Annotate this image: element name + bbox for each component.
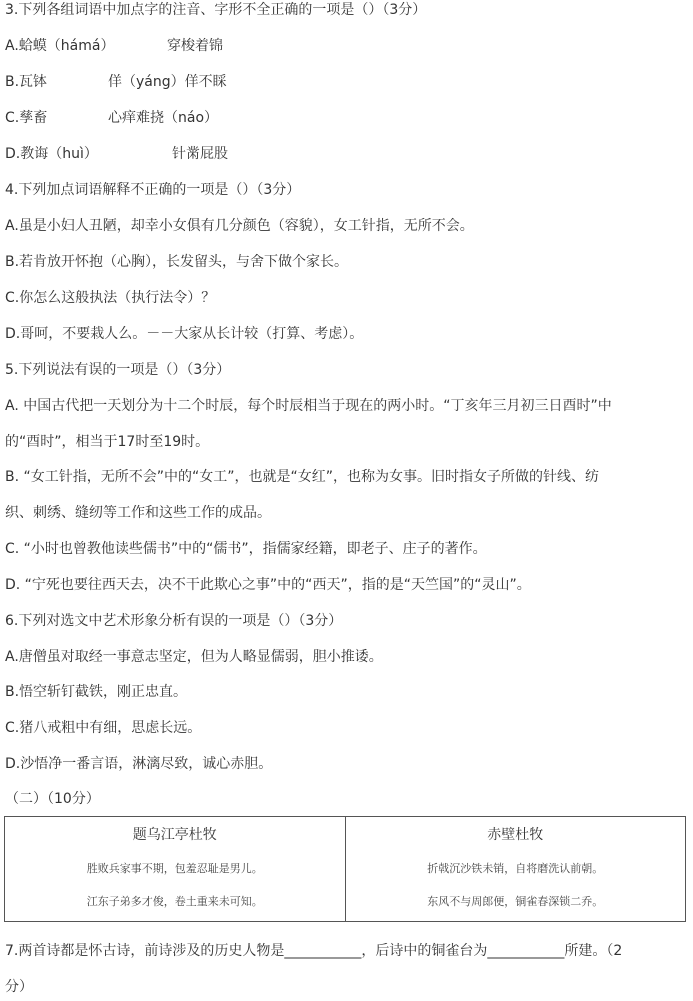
q5-option-c: C. “小时也曾教他读些儒书”中的“儒书”，指儒家经籍，即老子、庄子的著作。 [5,541,487,557]
q6-option-d: D.沙悟净一番言语，淋漓尽致，诚心赤胆。 [5,756,273,772]
q3-option-c [5,108,689,128]
q3-option-a-part2: 穿梭着锦 [167,38,223,54]
poem-1-line-1: 胜败兵家事不期，包羞忍耻是男儿。 [86,862,263,875]
poem-2-title: 赤壁杜牧 [487,827,544,843]
q3-option-c-part2: 心痒难挠（náo） [108,110,219,126]
q7-line-2: 分） [5,979,33,995]
q3-option-d-part2: 针黹屁股 [172,146,228,162]
q3-option-a-part1: A.蛤蟆（hámá） [5,38,115,54]
q5-option-d: D. “宁死也要往西天去，决不干此欺心之事”中的“西天”，指的是“天竺国”的“灵山”。 [5,577,531,593]
q5-option-a-line1: A. 中国古代把一天划分为十二个时辰，每个时辰相当于现在的两小时。“丁亥年三月初三日酉时”中 [5,398,612,414]
section-heading: （二）（10分） [5,791,100,807]
q6-option-a: A.唐僧虽对取经一事意志坚定，但为人略显儒弱，胆小推诿。 [5,649,383,665]
q4-option-c: C.你怎么这般执法（执行法令）？ [5,290,216,306]
q3-option-b-part1: B.瓦钵 [5,74,48,90]
q3-option-d [5,144,689,164]
poem-2-line-1: 折戟沉沙铁未销，自将磨洗认前朝。 [427,862,604,875]
q3-option-c-part1: C.孳畜 [5,110,48,126]
q5-option-a-line2: 的“酉时”，相当于17时至19时。 [5,434,210,450]
q3-stem: 3.下列各组词语中加点字的注音、字形不全正确的一项是（）（3分） [5,2,427,18]
poem-2-line-2: 东风不与周郎便，铜雀春深锁二乔。 [427,895,604,908]
q7-line-1: 7.两首诗都是怀古诗，前诗涉及的历史人物是___________，后诗中的铜雀台为___________所建。（2 [5,943,623,959]
q3-option-d-part1: D.教诲（huì） [5,146,98,162]
poem-1-title: 题乌江亭杜牧 [132,827,217,843]
q6-stem: 6.下列对选文中艺术形象分析有误的一项是（）（3分） [5,613,343,629]
q3-option-a [5,36,689,56]
q4-option-a: A.虽是小妇人丑陋，却幸小女俱有几分颜色（容貌），女工针指，无所不会。 [5,218,474,234]
poem-cell-2 [345,817,686,922]
q3-option-b [5,72,689,92]
q6-option-c: C.猪八戒粗中有细，思虑长远。 [5,720,202,736]
q5-option-b-line2: 织、刺绣、缝纫等工作和这些工作的成品。 [5,505,271,521]
q4-stem: 4.下列加点词语解释不正确的一项是（）（3分） [5,182,301,198]
poem-cell-1 [5,817,346,922]
q5-stem: 5.下列说法有误的一项是（）（3分） [5,362,231,378]
poems-table [4,816,686,922]
q4-option-d: D.哥呵，不要栽人么。－－大家从长计较（打算、考虑）。 [5,326,364,342]
poem-1-line-2: 江东子弟多才俊，卷土重来未可知。 [86,895,263,908]
q4-option-b: B.若肯放开怀抱（心胸），长发留头，与舍下做个家长。 [5,254,349,270]
q5-option-b-line1: B. “女工针指，无所不会”中的“女工”，也就是“女红”，也称为女事。旧时指女子所做的针线、纺 [5,469,600,485]
q3-option-b-part2: 佯（yáng）佯不睬 [108,74,227,90]
q6-option-b: B.悟空斩钉截铁，刚正忠直。 [5,684,188,700]
